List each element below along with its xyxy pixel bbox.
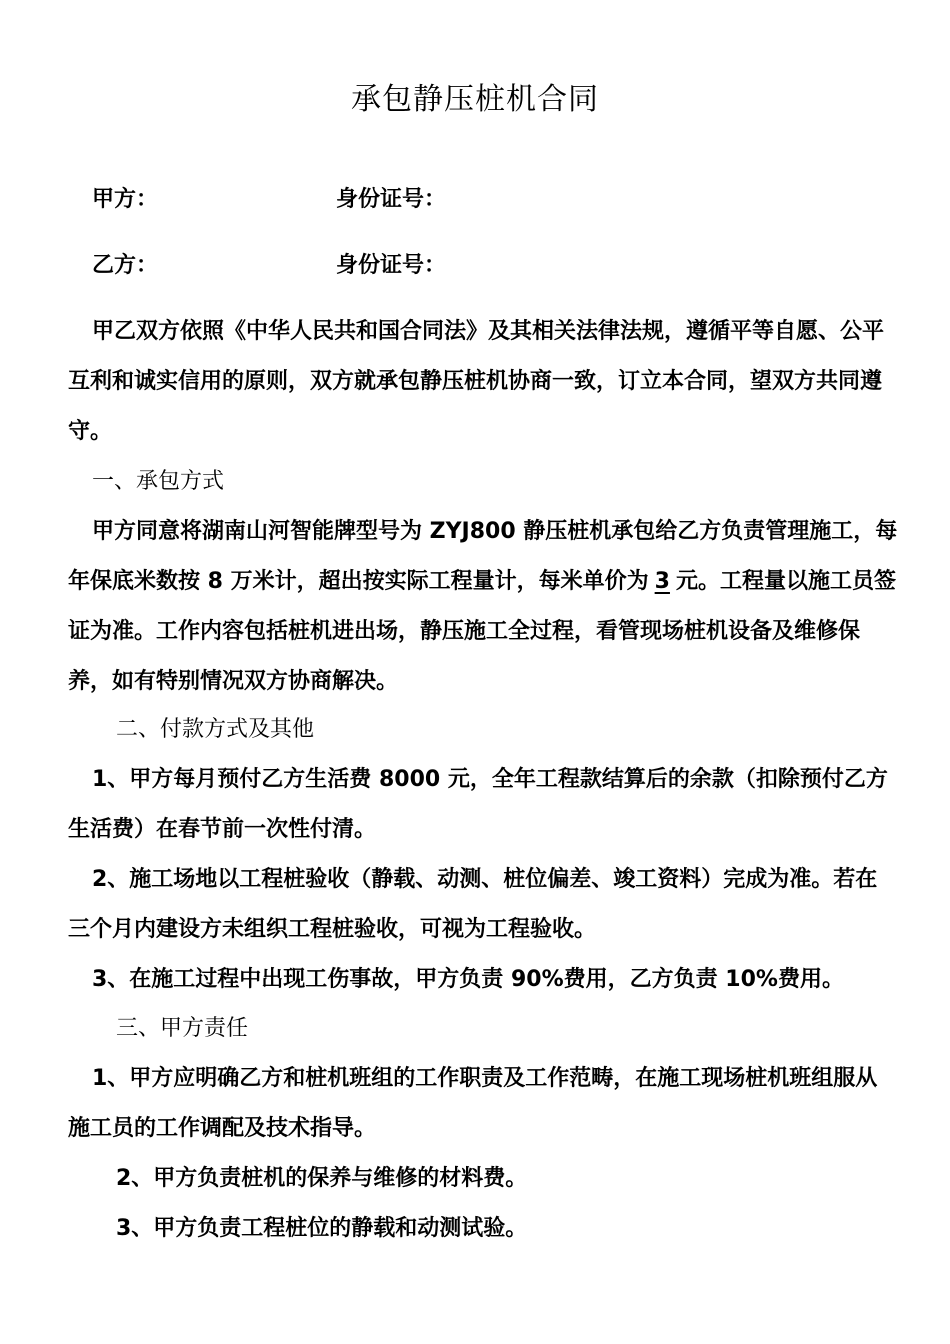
section3-item-1: 1、甲方应明确乙方和桩机班组的工作职责及工作范畴，在施工现场桩机班组服从施工员的工作调配及技术指导。	[68, 1066, 878, 1141]
party-a-id-label: 身份证号：	[336, 187, 447, 212]
section1-paragraph	[68, 507, 898, 707]
party-b-id-label: 身份证号：	[336, 253, 447, 278]
section3-heading: 三、甲方责任	[116, 1016, 249, 1041]
section3-item-3: 3、甲方负责工程桩位的静载和动测试验。	[116, 1216, 528, 1241]
unit-price-value: 3	[654, 569, 670, 594]
intro-paragraph: 甲乙双方依照《中华人民共和国合同法》及其相关法律法规，遵循平等自愿、公平互利和诚实信用的原则，双方就承包静压桩机协商一致，订立本合同，望双方共同遵守。	[68, 319, 885, 444]
section3-item-2: 2、甲方负责桩机的保养与维修的材料费。	[116, 1166, 528, 1191]
party-b-label: 乙方：	[92, 253, 159, 278]
section1-heading: 一、承包方式	[92, 469, 225, 494]
section2-heading: 二、付款方式及其他	[116, 717, 315, 742]
section1-body-after: 元。工程量以施工员签证为准。工作内容包括桩机进出场，静压施工全过程，看管现场桩机设备及维修保养，如有特别情况双方协商解决。	[68, 569, 896, 694]
section1-body-before: 甲方同意将湖南山河智能牌型号为 ZYJ800 静压桩机承包给乙方负责管理施工，每年保底米数按 8 万米计，超出按实际工程量计，每米单价为	[68, 519, 898, 594]
section2-item-3: 3、在施工过程中出现工伤事故，甲方负责 90%费用，乙方负责 10%费用。	[92, 967, 844, 992]
party-a-label: 甲方：	[92, 187, 159, 212]
section2-item-1: 1、甲方每月预付乙方生活费 8000 元，全年工程款结算后的余款（扣除预付乙方生活费）在春节前一次性付清。	[68, 767, 888, 842]
section2-item-2: 2、施工场地以工程桩验收（静载、动测、桩位偏差、竣工资料）完成为准。若在三个月内建设方未组织工程桩验收，可视为工程验收。	[68, 867, 878, 942]
document-title: 承包静压桩机合同	[351, 82, 599, 117]
